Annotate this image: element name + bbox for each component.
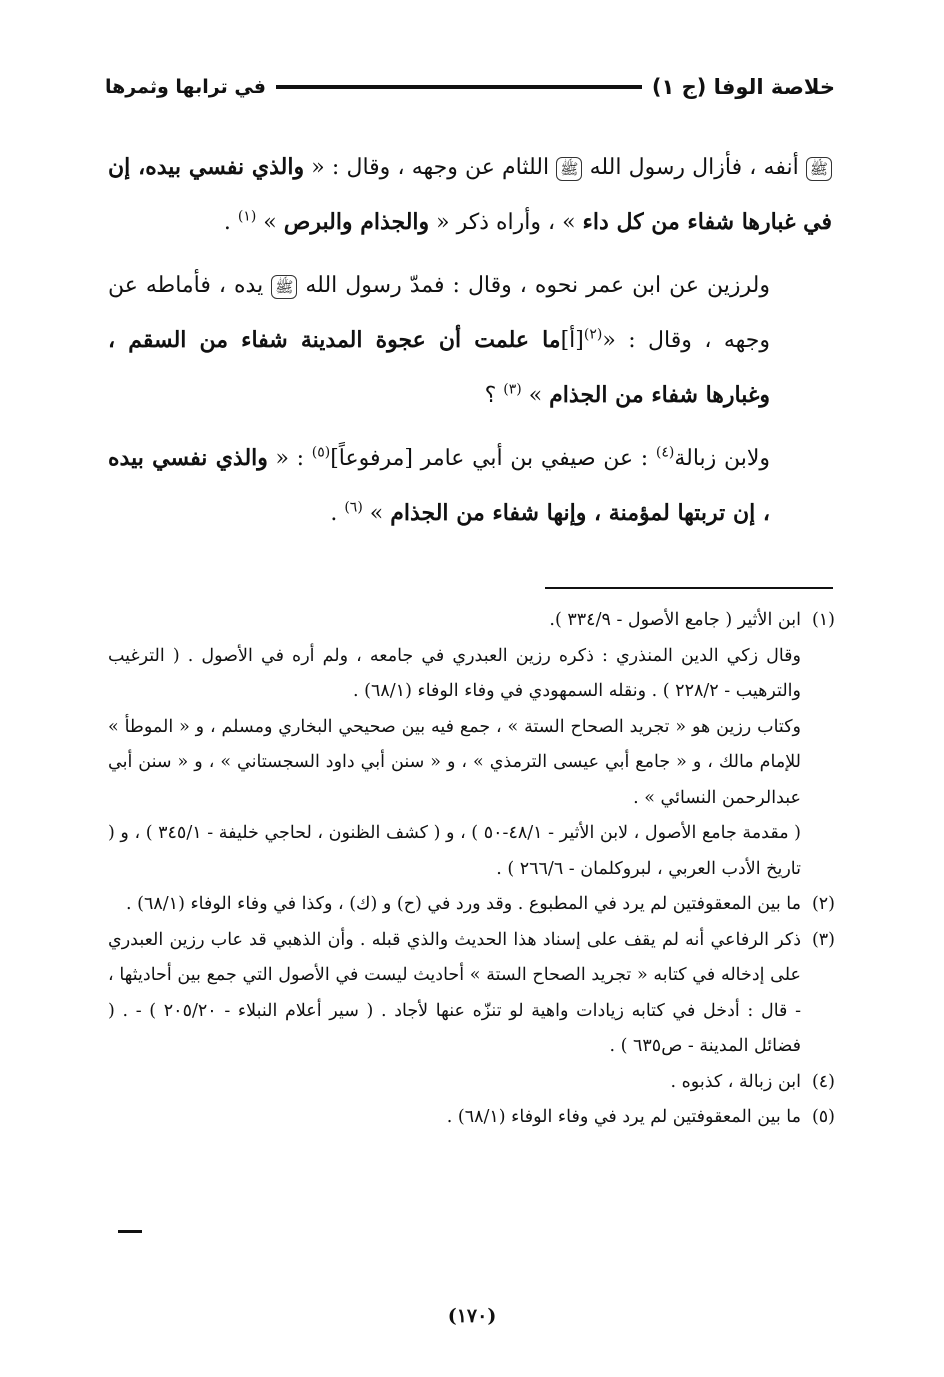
footnote-ref[interactable]: (٦) [344,499,363,516]
text-run: : عن صيفي بن أبي عامر [مرفوعاً] [330,446,656,471]
paragraph-2 [108,258,832,423]
footnote-1 [108,603,835,639]
footnote-4 [108,1065,835,1101]
chapter-title: في ترابها وثمرها [105,76,266,98]
paragraph-3 [108,431,832,541]
text-run: : « [267,446,312,471]
footnote-number: (٥) [811,1107,835,1127]
footnote-number: (١) [811,610,835,630]
footnote-separator [545,587,833,589]
footnote-number: (٣) [811,929,835,950]
footnote-text: ابن الأثير ( جامع الأصول - ٣٣٤/٩ ). [549,610,801,630]
text-run: » [362,501,391,526]
footnote-ref[interactable]: (٢) [583,326,603,343]
footnote-continuation: وكتاب رزين هو « تجريد الصحاح الستة » ، جمع فيه بين صحيحي البخاري ومسلم ، و « الموطأ » للإمام مالك ، و « جامع أبي عيسى الترمذي » ، و « سنن أبي داود السجستاني » ، و « سنن أبي عبدالرحمن النسائي » . [108,716,801,808]
pbuh-glyph: ﷺ [271,275,297,299]
footnote-ref[interactable]: (١) [237,208,257,225]
text-run: [أ] [560,328,584,353]
footnote-number: (٢) [811,894,835,914]
footnote-3 [108,923,835,1065]
hadith-text: والذي نفسي بيده، إن في غبارها شفاء من كل داء [108,154,832,235]
footnote-text: ما بين المعقوفتين لم يرد في المطبوع . وقد ورد في (ح) و (ك) ، وكذا في وفاء الوفاء (٦٨/١) . [126,894,801,914]
text-run: ؟ [484,383,504,408]
text-run: . [223,210,238,235]
footnote-text: ابن زبالة ، كذبوه . [670,1071,801,1092]
hadith-text: ما علمت أن عجوة المدينة شفاء من السقم ، وغبارها شفاء من الجذام [108,327,770,408]
hadith-text: والذي نفسي بيده ، إن تربتها لمؤمنة ، وإنها شفاء من الجذام [108,445,770,526]
header-rule [276,85,642,89]
paragraph-1 [108,140,832,250]
text-run: أنفه ، فأزال رسول الله [582,155,806,180]
footnote-ref[interactable]: (٤) [655,444,675,461]
text-run: » [256,210,284,235]
footnotes [108,603,835,1136]
text-run: ولابن زبالة [674,446,770,471]
hadith-text: والجذام والبرص [283,209,430,235]
page-number: (١٧٠) [447,1305,497,1327]
footnote-text: ما بين المعقوفتين لم يرد في وفاء الوفاء (٦٨/١) . [446,1107,801,1127]
pbuh-glyph: ﷺ [806,157,832,181]
footnote-continuation: وقال زكي الدين المنذري : ذكره رزين العبدري في جامعه ، ولم أره في الأصول . ( الترغيب والترهيب - ٢٢٨/٢ ) . ونقله السمهودي في وفاء الوفاء (٦٨/١) . [108,645,801,701]
footnote-5 [108,1100,835,1136]
continuation-dash [118,1230,142,1233]
running-header [105,70,835,104]
footnote-text: ذكر الرفاعي أنه لم يقف على إسناد هذا الحديث والذي قبله . وأن الذهبي قد عاب رزين العبدري على إدخاله في كتابه « تجريد الصحاح الستة » أحاديث ليست في الأصول التي جمع بين أحاديثها ، - قال : أدخل في كتابه زيادات واهية لو تنزّه عنها لأجاد . ( سير أعلام النبلاء - ٢٠٥/٢٠ ) - . ( فضائل المدينة - ص٦٣٥ ) . [108,929,801,1056]
text-run: يده ، فأماطه عن وجهه ، وقال : « [108,273,771,353]
text-run: » ، وأراه ذكر « [429,210,583,235]
pbuh-glyph: ﷺ [556,157,582,181]
footnote-continuation: ( مقدمة جامع الأصول ، لابن الأثير - ٤٨/١-٥٠ ) ، و ( كشف الظنون ، لحاجي خليفة - ٣٤٥/١ ) ، و ( تاريخ الأدب العربي ، لبروكلمان - ٢٦٦/٦ ) . [108,823,801,879]
footnote-ref[interactable]: (٥) [311,444,331,461]
footnote-ref[interactable]: (٣) [503,381,522,398]
book-title: خلاصة الوفا (ج ١) [651,75,835,99]
text-run: » [521,383,550,408]
text-run: ولرزين عن ابن عمر نحوه ، وقال : فمدّ رسول الله [297,273,770,298]
footnote-number: (٤) [811,1071,835,1092]
footnote-2 [108,887,835,923]
main-text [108,140,832,541]
text-run: اللثام عن وجهه ، وقال : « [304,155,557,180]
text-run: . [330,501,345,526]
